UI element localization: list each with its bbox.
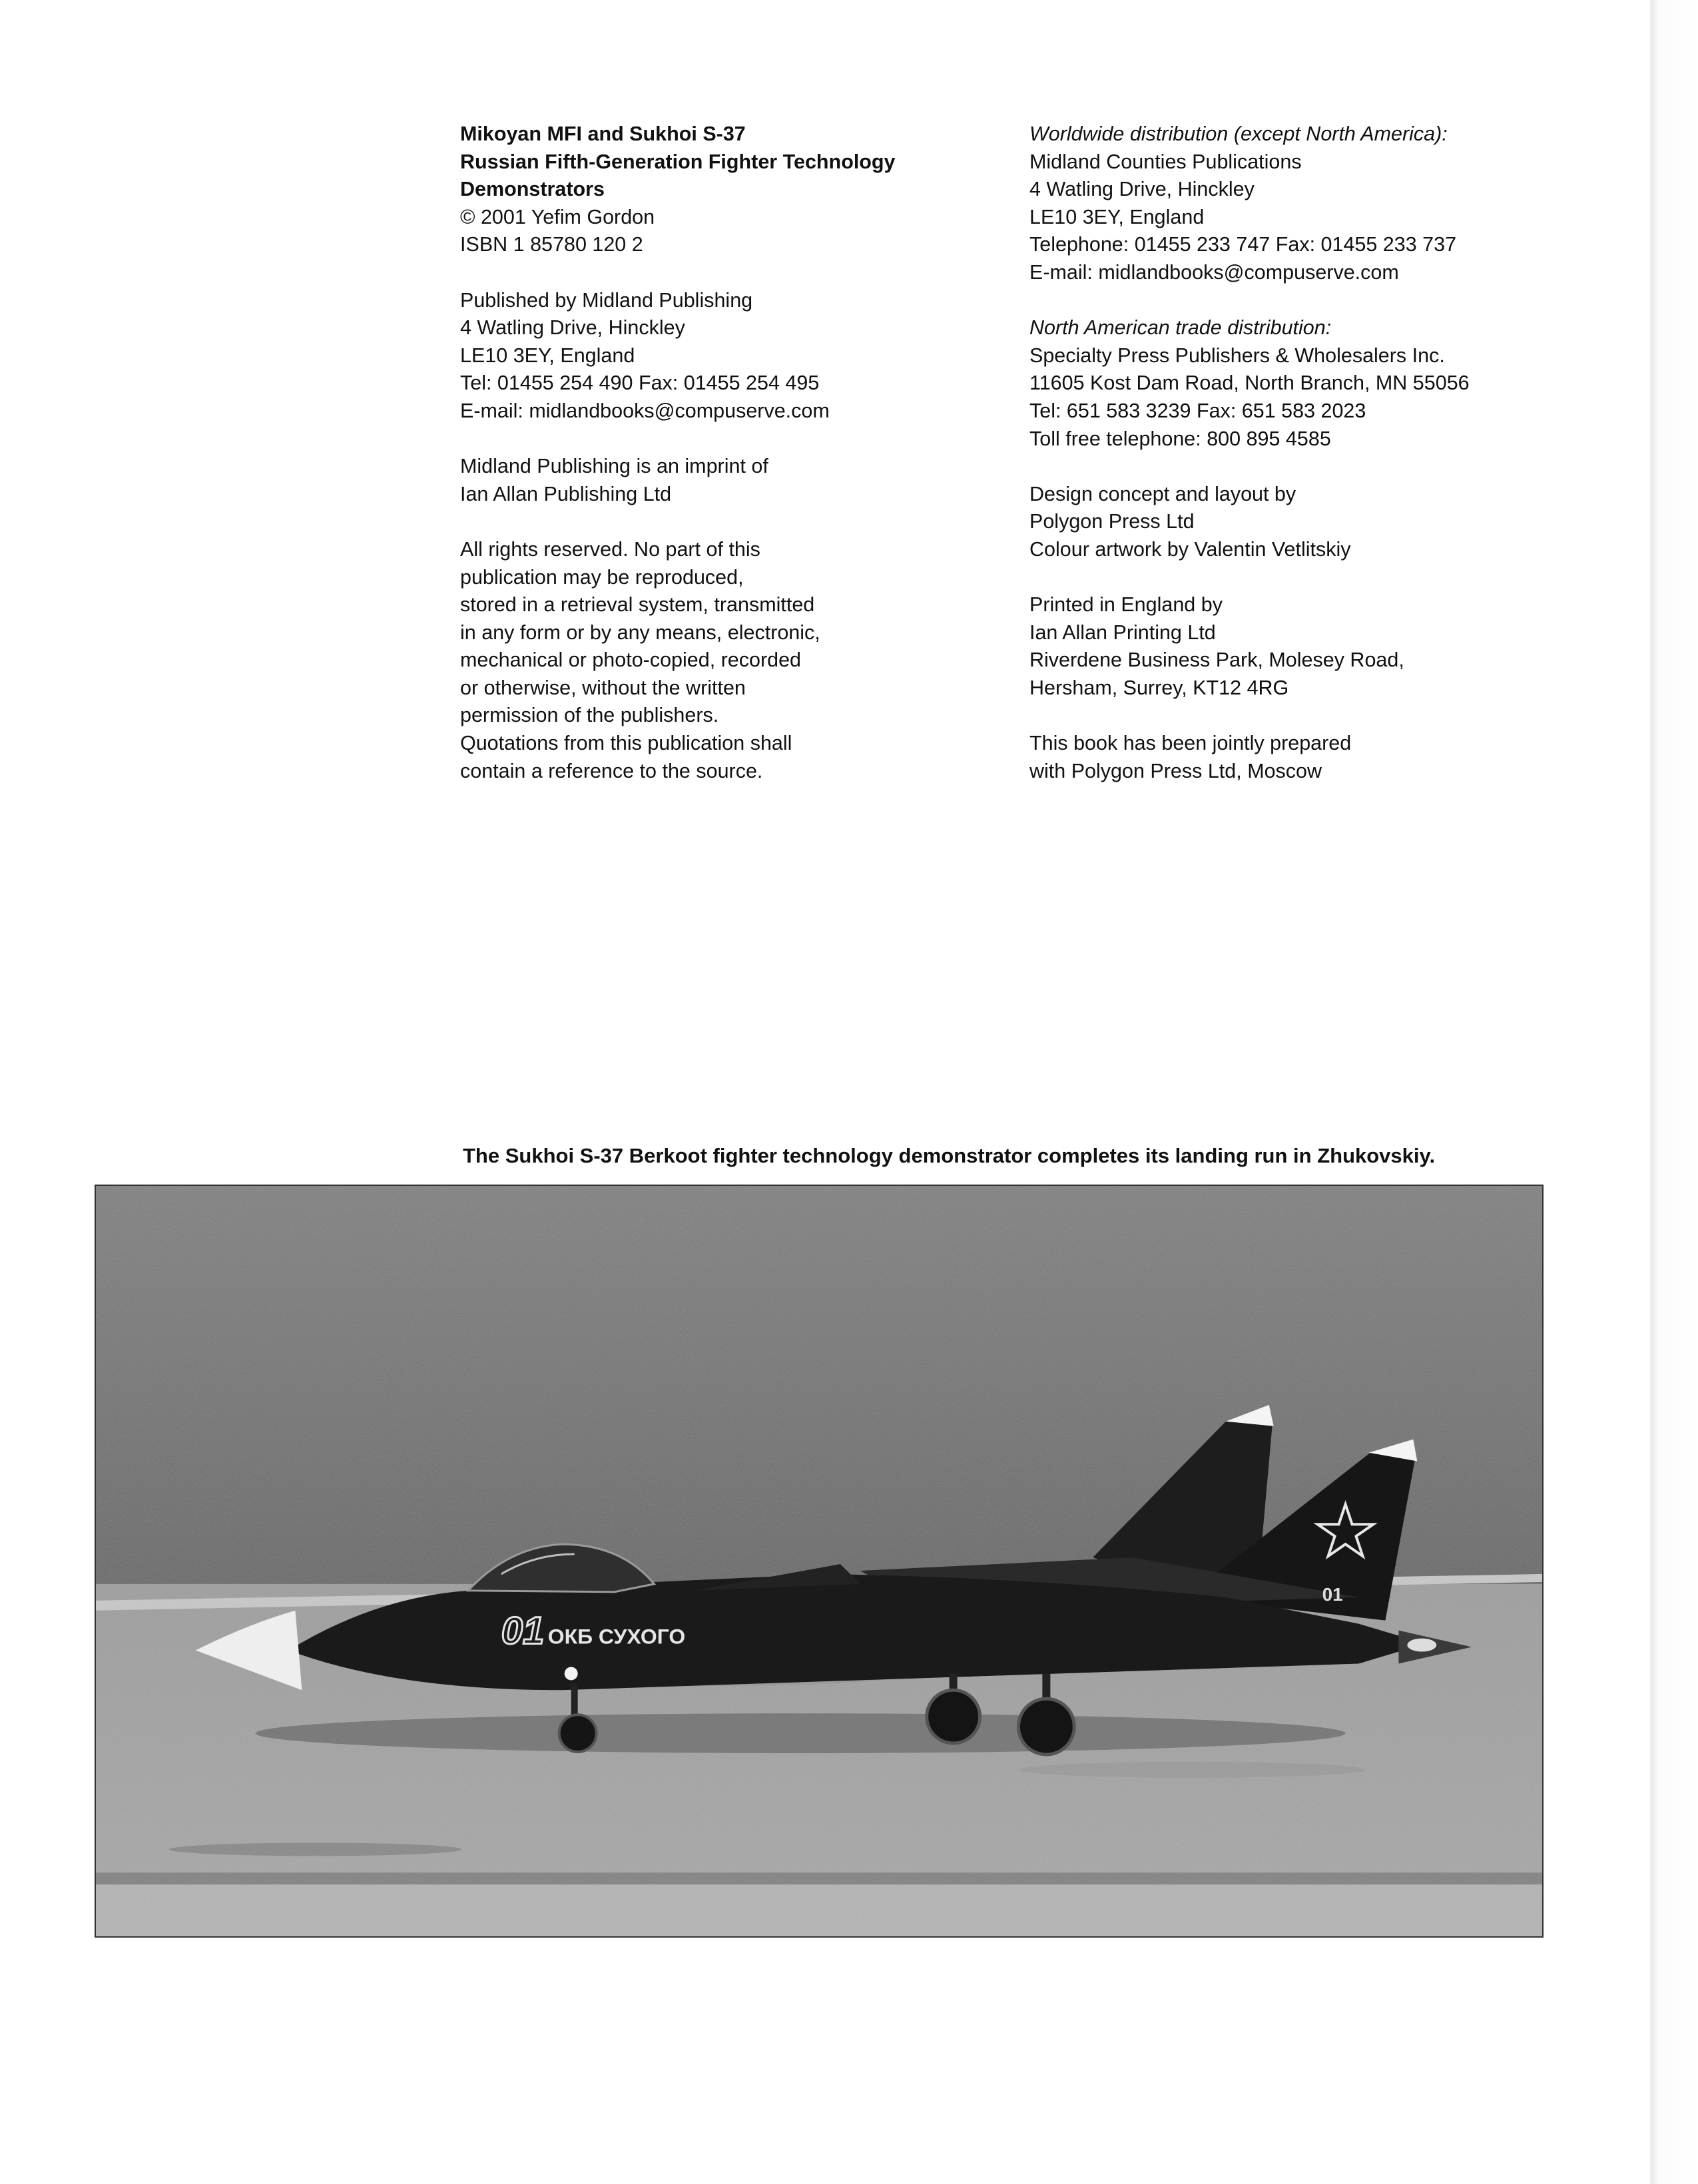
publisher-line: Published by Midland Publishing xyxy=(460,288,753,312)
rights-line: permission of the publishers. xyxy=(460,704,719,727)
aircraft-photo-illustration xyxy=(96,1186,1542,1936)
joint-preparation-block xyxy=(1029,730,1602,785)
worldwide-line: LE10 3EY, England xyxy=(1029,205,1205,228)
joint-line: This book has been jointly prepared xyxy=(1029,732,1352,755)
printer-line: Ian Allan Printing Ltd xyxy=(1029,621,1216,644)
rights-line: Quotations from this publication shall xyxy=(460,732,792,755)
rights-line: or otherwise, without the written xyxy=(460,676,746,699)
fuselage-lettering: ОКБ СУХОГО xyxy=(547,1624,686,1649)
copyright-line: © 2001 Yefim Gordon xyxy=(460,205,655,228)
worldwide-line: Telephone: 01455 233 747 Fax: 01455 233 737 xyxy=(1029,233,1457,256)
photo-caption: The Sukhoi S-37 Berkoot fighter technology demonstrator completes its landing run in Zhukovskiy. xyxy=(463,1144,1436,1167)
printer-line: Hersham, Surrey, KT12 4RG xyxy=(1029,676,1289,699)
nose-number: 01 xyxy=(501,1609,545,1653)
main-wheel-left xyxy=(927,1690,980,1743)
rights-line: in any form or by any means, electronic, xyxy=(460,621,820,644)
right-column xyxy=(1029,121,1602,813)
printer-line: Riverdene Business Park, Molesey Road, xyxy=(1029,649,1404,672)
north-america-heading: North American trade distribution: xyxy=(1029,316,1332,340)
page-edge-shadow xyxy=(1650,0,1698,2184)
publisher-block xyxy=(460,287,966,425)
tail-number: 01 xyxy=(1322,1583,1343,1605)
worldwide-line: E-mail: midlandbooks@compuserve.com xyxy=(1029,260,1399,284)
worldwide-heading: Worldwide distribution (except North America): xyxy=(1029,123,1448,145)
joint-line: with Polygon Press Ltd, Moscow xyxy=(1029,759,1322,782)
design-line: Design concept and layout by xyxy=(1029,482,1296,505)
imprint-line: Midland Publishing is an imprint of xyxy=(460,455,768,478)
north-america-distribution-block xyxy=(1029,314,1602,453)
book-title-line-2: Russian Fifth-Generation Fighter Technology xyxy=(460,150,896,173)
design-line: Colour artwork by Valentin Vetlitskiy xyxy=(1029,537,1351,561)
printer-block xyxy=(1029,591,1602,702)
rights-line: stored in a retrieval system, transmitted xyxy=(460,593,815,617)
rights-line: publication may be reproduced, xyxy=(460,565,744,589)
publisher-line: Tel: 01455 254 490 Fax: 01455 254 495 xyxy=(460,372,820,395)
worldwide-distribution-block xyxy=(1029,121,1602,287)
imprint-line: Ian Allan Publishing Ltd xyxy=(460,482,672,505)
north-america-line: Specialty Press Publishers & Wholesalers Inc. xyxy=(1029,344,1445,367)
design-line: Polygon Press Ltd xyxy=(1029,510,1195,533)
rights-line: mechanical or photo-copied, recorded xyxy=(460,649,802,672)
north-america-line: Tel: 651 583 3239 Fax: 651 583 2023 xyxy=(1029,399,1366,422)
aircraft-shadow xyxy=(256,1713,1346,1753)
book-title-line-3: Demonstrators xyxy=(460,178,605,201)
landing-light xyxy=(565,1667,578,1680)
main-wheel-right xyxy=(1018,1699,1074,1755)
design-block xyxy=(1029,481,1602,564)
rights-block xyxy=(460,536,966,785)
aircraft-photo xyxy=(95,1185,1544,1938)
publisher-line: LE10 3EY, England xyxy=(460,344,635,367)
nose-wheel xyxy=(559,1715,597,1752)
north-america-line: 11605 Kost Dam Road, North Branch, MN 55056 xyxy=(1029,372,1470,395)
printer-line: Printed in England by xyxy=(1029,593,1223,617)
imprint-block xyxy=(460,453,966,508)
title-block xyxy=(460,121,966,259)
worldwide-line: Midland Counties Publications xyxy=(1029,150,1302,173)
isbn-line: ISBN 1 85780 120 2 xyxy=(460,233,643,256)
publisher-line: E-mail: midlandbooks@compuserve.com xyxy=(460,399,830,422)
rights-line: contain a reference to the source. xyxy=(460,759,763,782)
north-america-line: Toll free telephone: 800 895 4585 xyxy=(1029,427,1331,450)
book-title-line-1: Mikoyan MFI and Sukhoi S-37 xyxy=(460,123,746,145)
worldwide-line: 4 Watling Drive, Hinckley xyxy=(1029,178,1255,201)
left-column xyxy=(460,121,966,813)
publisher-line: 4 Watling Drive, Hinckley xyxy=(460,316,685,340)
rights-line: All rights reserved. No part of this xyxy=(460,537,760,561)
